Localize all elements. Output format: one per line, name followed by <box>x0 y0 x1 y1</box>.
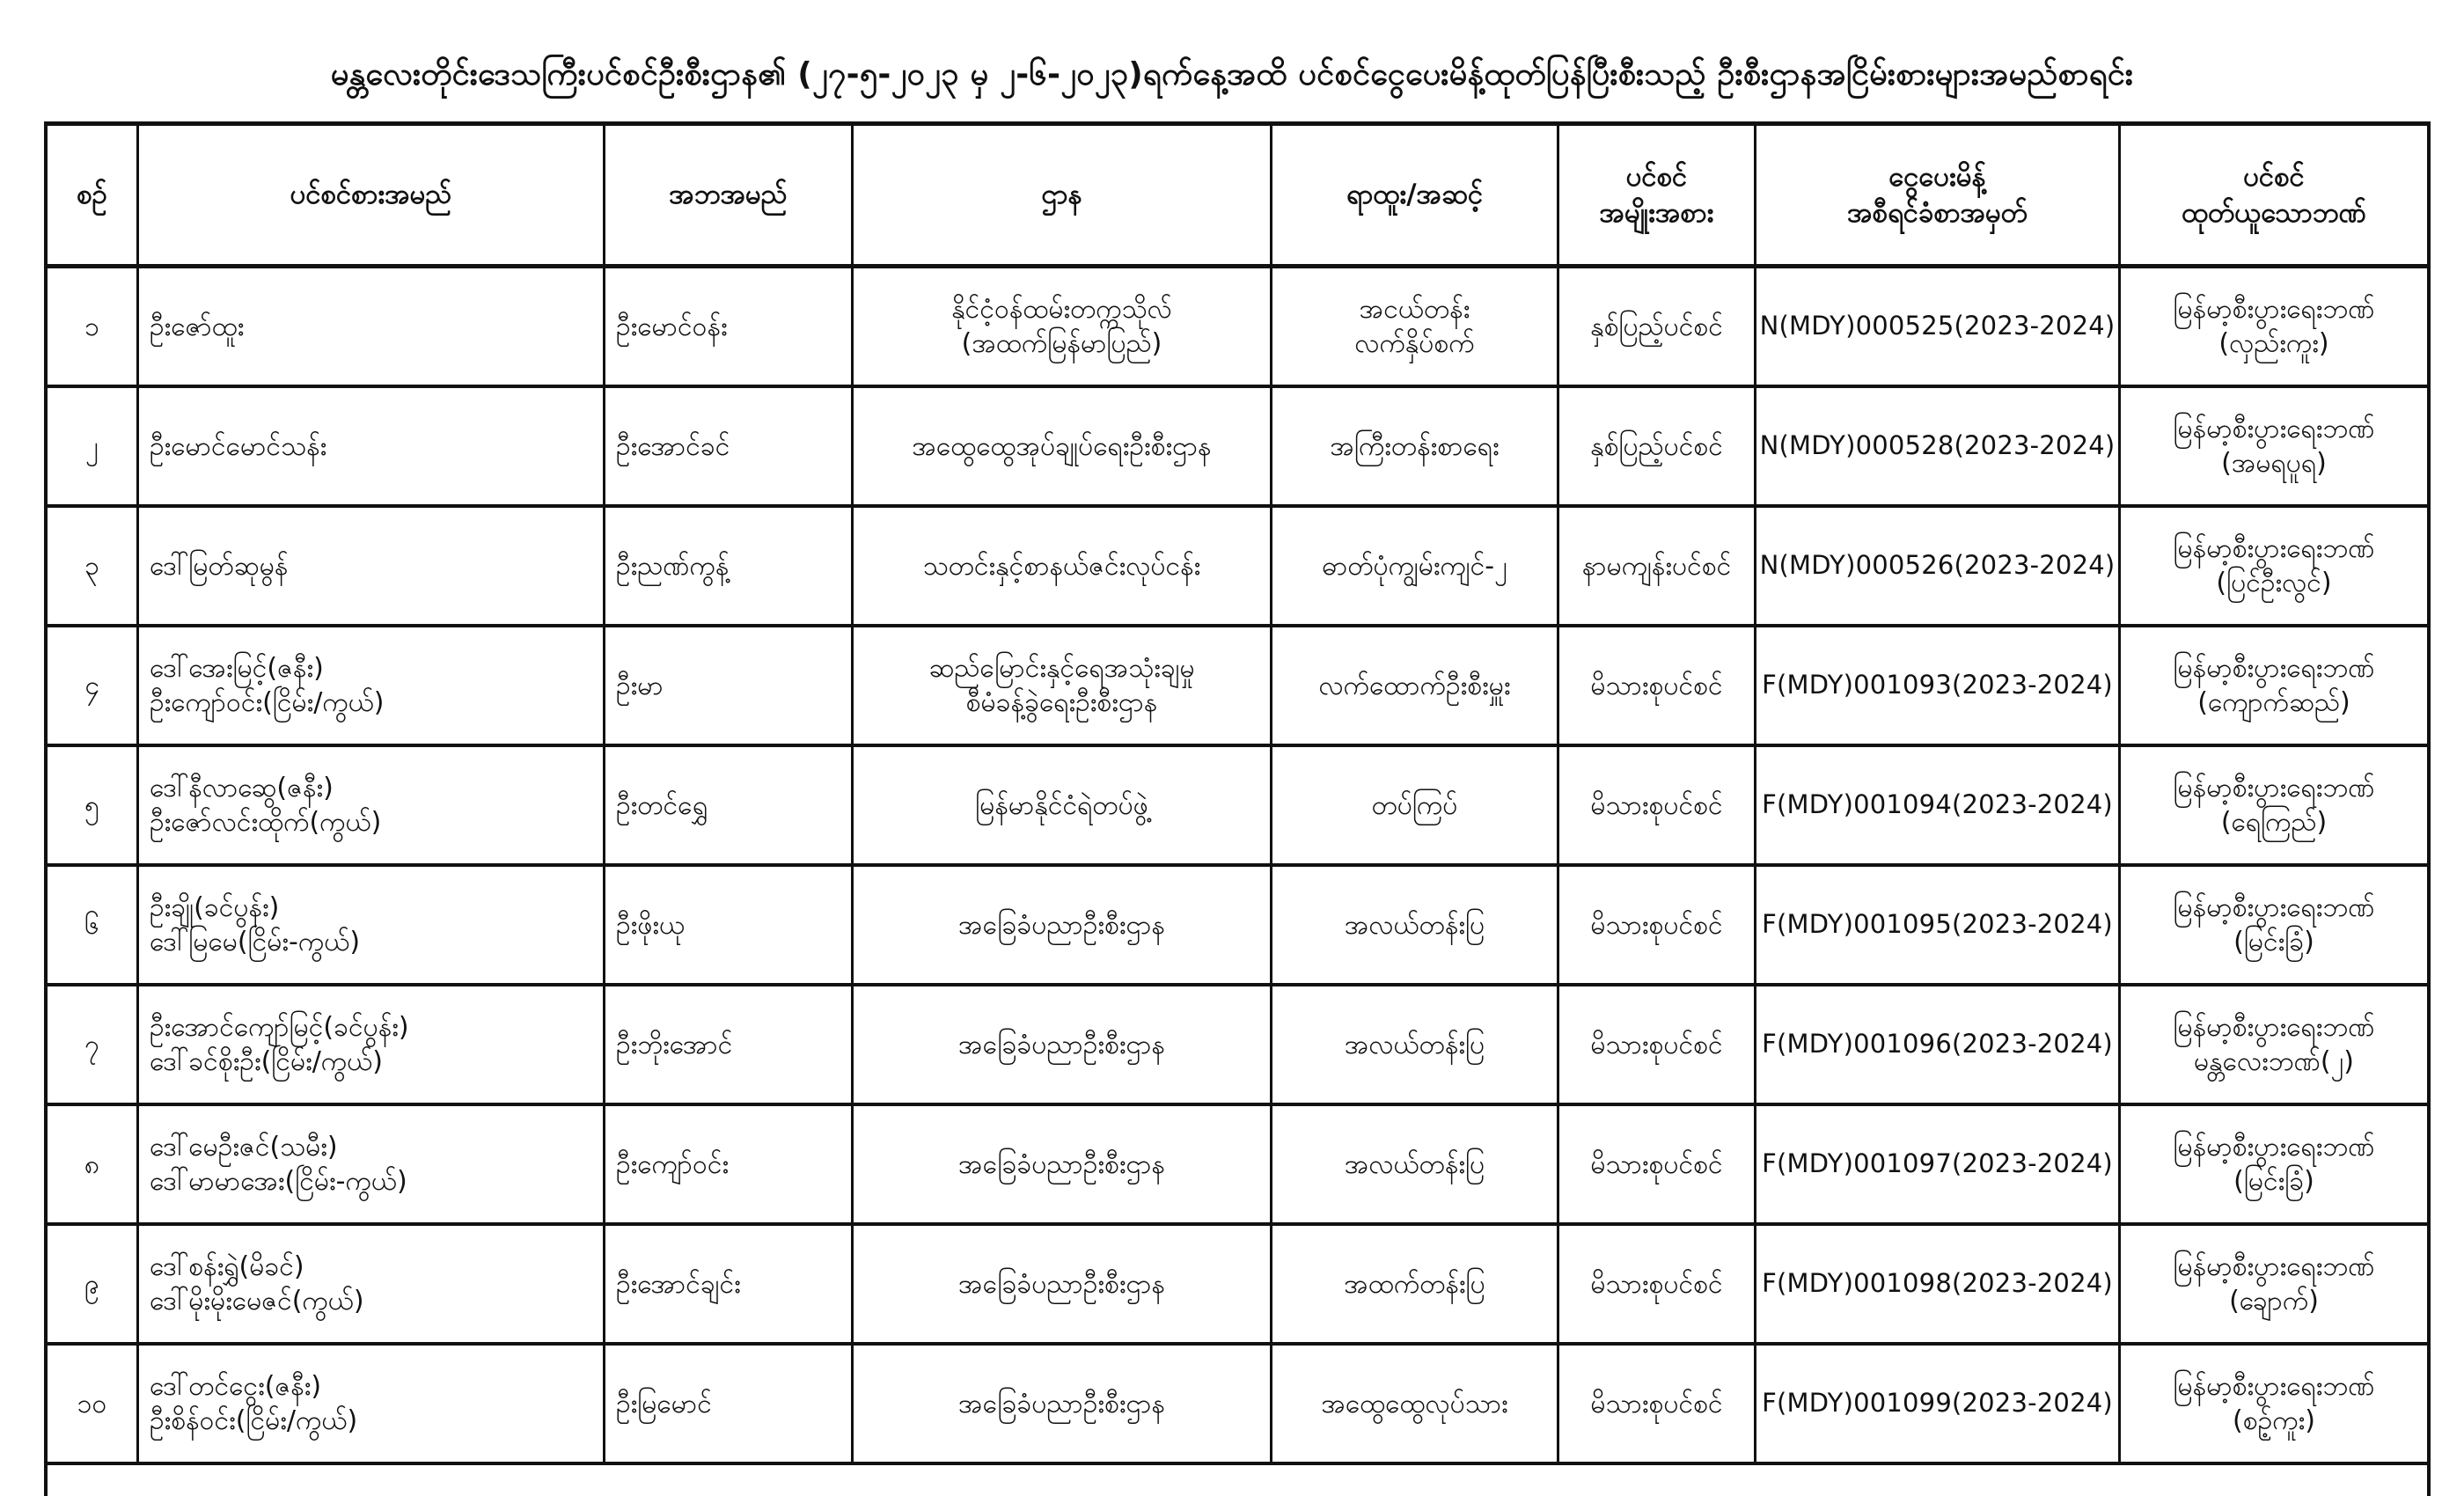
position-line1: လက်ထောက်ဦးစီးမှူး <box>1318 670 1511 701</box>
paying-bank-line1: မြန်မာ့စီးပွားရေးဘဏ် <box>2173 1371 2375 1402</box>
cell-pensioner-name <box>139 747 605 863</box>
cell-payment-order-no <box>1756 627 2121 744</box>
table-row <box>48 986 2427 1106</box>
cell-payment-order-no <box>1756 867 2121 983</box>
document-title: မန္တလေးတိုင်းဒေသကြီးပင်စင်ဦးစီးဌာန၏ (၂၇-၅-၂၀၂၃ မှ ၂-၆-၂၀၂၃)ရက်နေ့အထိ ပင်စင်ငွေပေးမိန့်ထုတ်ပြန်ပြီးစီးသည့် ဦးစီးဌာနအငြိမ်းစားများအမည်စာရင်း <box>330 56 2134 92</box>
department-line1: မြန်မာနိုင်ငံရဲတပ်ဖွဲ့ <box>975 789 1148 821</box>
cell-payment-order-no <box>1756 1226 2121 1342</box>
cell-serial-no: ၈ <box>48 1106 139 1222</box>
header-pension-type <box>1559 126 1756 264</box>
cell-pensioner-name <box>139 627 605 744</box>
payment-order-no-text: F(MDY)001097(2023-2024) <box>1762 1148 2113 1179</box>
cell-serial-no: ၁၀ <box>48 1346 139 1462</box>
cell-pension-type: မိသားစုပင်စင် <box>1559 1106 1756 1222</box>
cell-paying-bank <box>2121 867 2427 983</box>
cell-pension-type: မိသားစုပင်စင် <box>1559 1346 1756 1462</box>
cell-payment-order-no <box>1756 388 2121 504</box>
cell-pension-type: နှစ်ပြည့်ပင်စင် <box>1559 388 1756 504</box>
cell-department <box>854 627 1272 744</box>
cell-department <box>854 388 1272 504</box>
header-payment-order-no <box>1756 126 2121 264</box>
cell-father-name: ဦးမာ <box>605 627 854 744</box>
department-line1: အခြေခံပညာဦးစီးဌာန <box>958 1029 1165 1060</box>
paying-bank-line2: (ကျောက်ဆည်) <box>2197 687 2350 718</box>
cell-pension-type: နာမကျန်းပင်စင် <box>1559 508 1756 624</box>
cell-pensioner-name <box>139 986 605 1103</box>
cell-position <box>1272 627 1559 744</box>
position-line1: အထက်တန်းပြ <box>1344 1268 1485 1300</box>
cell-serial-no: ၂ <box>48 388 139 504</box>
cell-pension-type: နှစ်ပြည့်ပင်စင် <box>1559 268 1756 385</box>
pensioner-name-line1: ဒေါ်နီလာဆွေ(ဇနီး) <box>150 773 334 803</box>
cell-position <box>1272 508 1559 624</box>
pensioner-name-line1: ဦးဇော်ထူး <box>150 311 245 342</box>
payment-order-no-text: F(MDY)001099(2023-2024) <box>1762 1388 2113 1419</box>
pensioner-name-line2: ဦးဇော်လင်းထိုက်(ကွယ်) <box>150 807 382 838</box>
paying-bank-line2: (ချောက်) <box>2229 1286 2319 1316</box>
pensioner-name-line2: ဦးစိန်ဝင်း(ငြိမ်း/ကွယ်) <box>150 1405 358 1436</box>
cell-department <box>854 747 1272 863</box>
paying-bank-line2: (မြင်းခြံ) <box>2233 927 2314 957</box>
cell-paying-bank <box>2121 747 2427 863</box>
cell-serial-no: ၅ <box>48 747 139 863</box>
pensioner-name-line1: ဦးချို(ခင်ပွန်း) <box>150 892 280 923</box>
payment-order-no-text: N(MDY)000525(2023-2024) <box>1759 311 2116 341</box>
position-line2: လက်နှိပ်စက် <box>1354 328 1475 359</box>
payment-order-no-text: F(MDY)001094(2023-2024) <box>1762 789 2113 820</box>
cell-payment-order-no <box>1756 268 2121 385</box>
cell-department <box>854 1346 1272 1462</box>
payment-order-no-text: F(MDY)001096(2023-2024) <box>1762 1029 2113 1060</box>
cell-paying-bank <box>2121 268 2427 385</box>
department-line1: အခြေခံပညာဦးစီးဌာန <box>958 1388 1165 1419</box>
cell-father-name: ဦးမြမောင် <box>605 1346 854 1462</box>
position-line1: အလယ်တန်းပြ <box>1344 909 1485 941</box>
pensioner-name-line2: ဒေါ်မြမေ(ငြိမ်း-ကွယ်) <box>150 927 361 957</box>
cell-payment-order-no <box>1756 1346 2121 1462</box>
cell-paying-bank <box>2121 986 2427 1103</box>
paying-bank-line1: မြန်မာ့စီးပွားရေးဘဏ် <box>2173 1132 2375 1162</box>
pensioner-name-line2: ဒေါ်မာမာအေး(ငြိမ်း-ကွယ်) <box>150 1166 407 1197</box>
table-row <box>48 1226 2427 1346</box>
header-paying-bank-line1: ပင်စင် <box>2243 161 2305 194</box>
paying-bank-line1: မြန်မာ့စီးပွားရေးဘဏ် <box>2173 414 2375 444</box>
cell-pension-type: မိသားစုပင်စင် <box>1559 986 1756 1103</box>
cell-payment-order-no <box>1756 747 2121 863</box>
header-department: ဌာန <box>854 126 1272 264</box>
payment-order-no-text: N(MDY)000528(2023-2024) <box>1759 430 2116 461</box>
table-row <box>48 1106 2427 1226</box>
paying-bank-line1: မြန်မာ့စီးပွားရေးဘဏ် <box>2173 773 2375 803</box>
cell-payment-order-no <box>1756 508 2121 624</box>
pensioner-name-line2: ဒေါ်မိုးမိုးမေဇင်(ကွယ်) <box>150 1286 364 1316</box>
department-line1: သတင်းနှင့်စာနယ်ဇင်းလုပ်ငန်း <box>922 550 1201 582</box>
cell-father-name: ဦးဖိုးယု <box>605 867 854 983</box>
pensioner-name-line1: ဒေါ်တင်ငွေး(ဇနီး) <box>150 1371 322 1402</box>
department-line2: (အထက်မြန်မာပြည်) <box>961 328 1162 359</box>
pensioner-name-line1: ဒေါ်မြတ်ဆုမွန် <box>150 550 289 582</box>
pensioner-name-line1: ဦးအောင်ကျော်မြင့်(ခင်ပွန်း) <box>150 1012 409 1043</box>
header-pensioner-name: ပင်စင်စားအမည် <box>139 126 605 264</box>
position-line1: အလယ်တန်းပြ <box>1344 1029 1485 1060</box>
department-line1: အခြေခံပညာဦးစီးဌာန <box>958 1148 1165 1180</box>
cell-payment-order-no <box>1756 1106 2121 1222</box>
payment-order-no-text: F(MDY)001095(2023-2024) <box>1762 909 2113 940</box>
cell-father-name: ဦးအောင်ခင် <box>605 388 854 504</box>
paying-bank-line2: (ပြင်ဦးလွင်) <box>2216 568 2332 598</box>
department-line2: စီမံခန့်ခွဲရေးဦးစီးဌာန <box>965 687 1158 718</box>
header-paying-bank-line2: ထုတ်ယူသောဘဏ် <box>2182 196 2366 229</box>
cell-pensioner-name <box>139 867 605 983</box>
table-row <box>48 508 2427 627</box>
cell-position <box>1272 867 1559 983</box>
department-line1: အခြေခံပညာဦးစီးဌာန <box>958 1268 1165 1300</box>
pensioner-name-line1: ဦးမောင်မောင်သန်း <box>150 430 327 462</box>
position-line1: ဓာတ်ပုံကျွမ်းကျင်-၂ <box>1322 550 1507 582</box>
paying-bank-line1: မြန်မာ့စီးပွားရေးဘဏ် <box>2173 1251 2375 1282</box>
table-body <box>48 268 2427 1465</box>
paying-bank-line2: (ရေကြည်) <box>2220 807 2328 838</box>
cell-paying-bank <box>2121 627 2427 744</box>
cell-father-name: ဦးအောင်ချင်း <box>605 1226 854 1342</box>
cell-paying-bank <box>2121 508 2427 624</box>
cell-department <box>854 867 1272 983</box>
cell-serial-no: ၉ <box>48 1226 139 1342</box>
cell-department <box>854 986 1272 1103</box>
cell-position <box>1272 1226 1559 1342</box>
cell-department <box>854 508 1272 624</box>
department-line1: ဆည်မြောင်းနှင့်ရေအသုံးချမှု <box>928 653 1195 684</box>
cell-department <box>854 1226 1272 1342</box>
paying-bank-line1: မြန်မာ့စီးပွားရေးဘဏ် <box>2173 892 2375 923</box>
cell-payment-order-no <box>1756 986 2121 1103</box>
paying-bank-line2: (မြင်းခြံ) <box>2233 1166 2314 1197</box>
cell-pensioner-name <box>139 1346 605 1462</box>
cell-paying-bank <box>2121 1346 2427 1462</box>
cell-department <box>854 268 1272 385</box>
table-header-row <box>48 126 2427 268</box>
cell-serial-no: ၆ <box>48 867 139 983</box>
paying-bank-line1: မြန်မာ့စီးပွားရေးဘဏ် <box>2173 1012 2375 1043</box>
cell-pension-type: မိသားစုပင်စင် <box>1559 747 1756 863</box>
cell-father-name: ဦးညဏ်ကွန့် <box>605 508 854 624</box>
cell-position <box>1272 747 1559 863</box>
cell-pension-type: မိသားစုပင်စင် <box>1559 627 1756 744</box>
position-line1: တပ်ကြပ် <box>1371 789 1458 821</box>
cell-serial-no: ၇ <box>48 986 139 1103</box>
paying-bank-line1: မြန်မာ့စီးပွားရေးဘဏ် <box>2173 533 2375 564</box>
cell-pensioner-name <box>139 508 605 624</box>
cell-paying-bank <box>2121 1106 2427 1222</box>
header-payment-order-line1: ငွေပေးမိန့် <box>1888 161 1986 194</box>
header-pension-type-line2: အမျိုးအစား <box>1599 196 1714 229</box>
pensioner-name-line1: ဒေါ်မေဦးဇင်(သမီး) <box>150 1132 338 1162</box>
cell-serial-no: ၄ <box>48 627 139 744</box>
cell-father-name: ဦးကျော်ဝင်း <box>605 1106 854 1222</box>
cell-paying-bank <box>2121 388 2427 504</box>
position-line1: အထွေထွေလုပ်သား <box>1321 1388 1508 1419</box>
pensioner-name-line1: ဒေါ်စန်းရွှဲ(မိခင်) <box>150 1251 304 1282</box>
department-line1: အထွေထွေအုပ်ချုပ်ရေးဦးစီးဌာန <box>912 430 1212 462</box>
cell-paying-bank <box>2121 1226 2427 1342</box>
cell-position <box>1272 1106 1559 1222</box>
payment-order-no-text: F(MDY)001093(2023-2024) <box>1762 670 2113 700</box>
table-row <box>48 388 2427 508</box>
paying-bank-line2: မန္တလေးဘဏ်(၂) <box>2194 1046 2354 1077</box>
pensioner-name-line2: ဒေါ်ခင်စိုးဦး(ငြိမ်း/ကွယ်) <box>150 1046 383 1077</box>
cell-department <box>854 1106 1272 1222</box>
header-father-name: အဘအမည် <box>605 126 854 264</box>
table-row <box>48 627 2427 747</box>
paying-bank-line1: မြန်မာ့စီးပွားရေးဘဏ် <box>2173 294 2375 325</box>
paying-bank-line2: (စဉ့်ကူး) <box>2233 1405 2315 1436</box>
cell-position <box>1272 1346 1559 1462</box>
cell-father-name: ဦးမောင်ဝန်း <box>605 268 854 385</box>
header-pension-type-line1: ပင်စင် <box>1625 161 1688 194</box>
header-payment-order-line2: အစီရင်ခံစာအမှတ် <box>1847 196 2028 229</box>
table-row <box>48 867 2427 986</box>
pensioner-table <box>44 121 2431 1496</box>
paying-bank-line2: (လှည်းကူး) <box>2218 328 2329 359</box>
cell-pensioner-name <box>139 1106 605 1222</box>
department-line1: အခြေခံပညာဦးစီးဌာန <box>958 909 1165 941</box>
paying-bank-line2: (အမရပူရ) <box>2221 448 2327 479</box>
cell-serial-no: ၁ <box>48 268 139 385</box>
header-serial-no: စဉ် <box>48 126 139 264</box>
cell-pension-type: မိသားစုပင်စင် <box>1559 867 1756 983</box>
cell-father-name: ဦးတင်ရွှေ <box>605 747 854 863</box>
header-position: ရာထူး/အဆင့် <box>1272 126 1559 264</box>
position-line1: အကြီးတန်းစာရေး <box>1330 430 1500 462</box>
cell-position <box>1272 986 1559 1103</box>
table-row <box>48 747 2427 867</box>
cell-pensioner-name <box>139 1226 605 1342</box>
cell-serial-no: ၃ <box>48 508 139 624</box>
cell-father-name: ဦးဘိုးအောင် <box>605 986 854 1103</box>
cell-position <box>1272 388 1559 504</box>
cell-pensioner-name <box>139 268 605 385</box>
payment-order-no-text: F(MDY)001098(2023-2024) <box>1762 1268 2113 1299</box>
payment-order-no-text: N(MDY)000526(2023-2024) <box>1759 550 2116 581</box>
table-row <box>48 268 2427 388</box>
cell-pension-type: မိသားစုပင်စင် <box>1559 1226 1756 1342</box>
position-line1: အငယ်တန်း <box>1359 294 1470 325</box>
position-line1: အလယ်တန်းပြ <box>1344 1148 1485 1180</box>
paying-bank-line1: မြန်မာ့စီးပွားရေးဘဏ် <box>2173 653 2375 684</box>
pensioner-name-line2: ဦးကျော်ဝင်း(ငြိမ်း/ကွယ်) <box>150 687 385 718</box>
pensioner-name-line1: ဒေါ်အေးမြင့်(ဇနီး) <box>150 653 324 684</box>
cell-pensioner-name <box>139 388 605 504</box>
department-line1: နိုင်ငံ့ဝန်ထမ်းတက္ကသိုလ် <box>951 294 1172 325</box>
header-paying-bank <box>2121 126 2427 264</box>
cell-position <box>1272 268 1559 385</box>
table-row <box>48 1346 2427 1465</box>
